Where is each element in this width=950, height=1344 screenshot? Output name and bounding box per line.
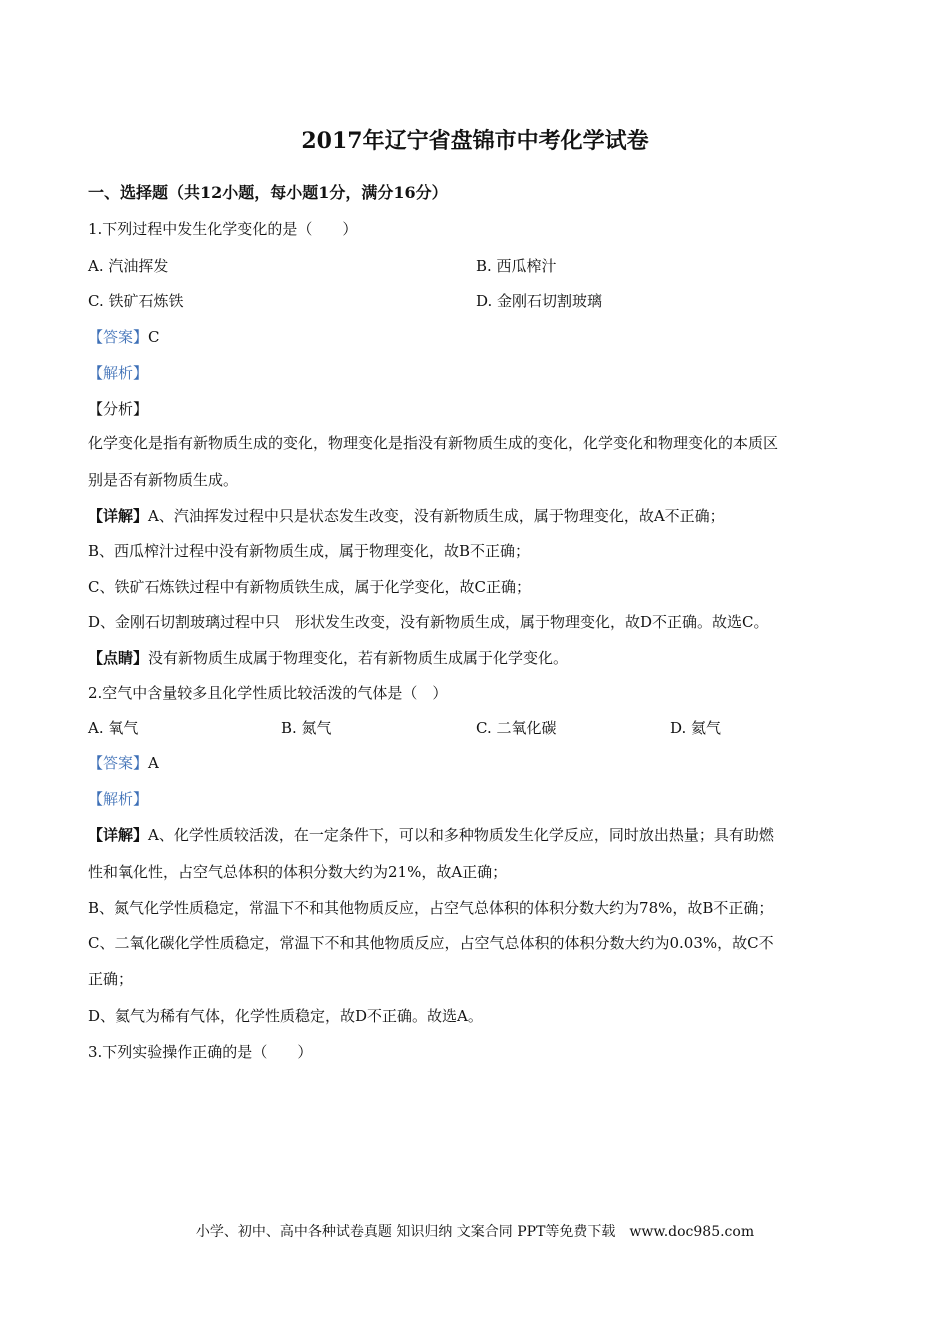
question-3-stem: 3.下列实验操作正确的是（ ） [88, 1043, 313, 1061]
question-2-detail-3: B、氮气化学性质稳定，常温下不和其他物质反应，占空气总体积的体积分数大约为78%，故B不正确； [88, 899, 774, 917]
detail-tag: 【详解】 [88, 507, 149, 525]
question-1-detail-4: D、金刚石切割玻璃过程中只 形状发生改变，没有新物质生成，属于物理变化，故D不正确。故选C。 [88, 613, 769, 631]
question-1-detail-3: C、铁矿石炼铁过程中有新物质铁生成，属于化学变化，故C正确； [88, 578, 531, 596]
question-1-answer [88, 327, 160, 347]
section-heading: 一、选择题（共12小题，每小题1分，满分16分） [88, 183, 448, 202]
question-2-option-d: D. 氦气 [670, 719, 722, 737]
question-1-option-a: A. 汽油挥发 [88, 257, 169, 275]
page-title: 2017年辽宁省盘锦市中考化学试卷 [301, 128, 649, 154]
question-2-option-b: B. 氮气 [281, 719, 332, 737]
question-2-stem: 2.空气中含量较多且化学性质比较活泼的气体是（ ） [88, 684, 448, 702]
question-1-stem: 1.下列过程中发生化学变化的是（ ） [88, 220, 358, 238]
question-2-analysis-tag: 【解析】 [88, 790, 149, 808]
question-1-point [88, 648, 568, 668]
answer-value: A [148, 754, 159, 772]
detail-tag: 【详解】 [88, 826, 149, 844]
question-1-analysis-tag: 【解析】 [88, 364, 149, 382]
question-2-detail-6: D、氦气为稀有气体，化学性质稳定，故D不正确。故选A。 [88, 1007, 483, 1025]
question-1-option-c: C. 铁矿石炼铁 [88, 292, 184, 310]
question-2-option-a: A. 氧气 [88, 719, 139, 737]
answer-value: C [148, 328, 160, 346]
question-1-detail-2: B、西瓜榨汁过程中没有新物质生成，属于物理变化，故B不正确； [88, 542, 531, 560]
question-1-option-b: B. 西瓜榨汁 [476, 257, 557, 275]
question-2-detail-2: 性和氧化性，占空气总体积的体积分数大约为21%，故A正确； [88, 863, 508, 881]
detail-text: A、化学性质较活泼，在一定条件下，可以和多种物质发生化学反应，同时放出热量；具有助燃 [148, 826, 774, 844]
question-1-fenxi-tag: 【分析】 [88, 400, 149, 418]
question-1-option-d: D. 金刚石切割玻璃 [476, 292, 603, 310]
page-footer: 小学、初中、高中各种试卷真题 知识归纳 文案合同 PPT等免费下载 www.doc985.com [195, 1224, 755, 1240]
question-1-detail-1 [88, 506, 725, 526]
answer-tag: 【答案】 [88, 328, 149, 346]
question-1-fenxi-line-2: 别是否有新物质生成。 [88, 471, 239, 489]
question-2-answer [88, 753, 159, 773]
question-2-detail-5: 正确； [88, 970, 134, 988]
point-tag: 【点睛】 [88, 649, 149, 667]
detail-text: A、汽油挥发过程中只是状态发生改变，没有新物质生成，属于物理变化，故A不正确； [148, 507, 725, 525]
question-2-detail-1 [88, 825, 774, 845]
question-1-fenxi-line-1: 化学变化是指有新物质生成的变化，物理变化是指没有新物质生成的变化，化学变化和物理变化的本质区 [88, 434, 779, 452]
question-2-detail-4: C、二氧化碳化学性质稳定，常温下不和其他物质反应，占空气总体积的体积分数大约为0.03%，故C不 [88, 934, 774, 952]
answer-tag: 【答案】 [88, 754, 149, 772]
point-text: 没有新物质生成属于物理变化，若有新物质生成属于化学变化。 [148, 649, 569, 667]
question-2-option-c: C. 二氧化碳 [476, 719, 557, 737]
